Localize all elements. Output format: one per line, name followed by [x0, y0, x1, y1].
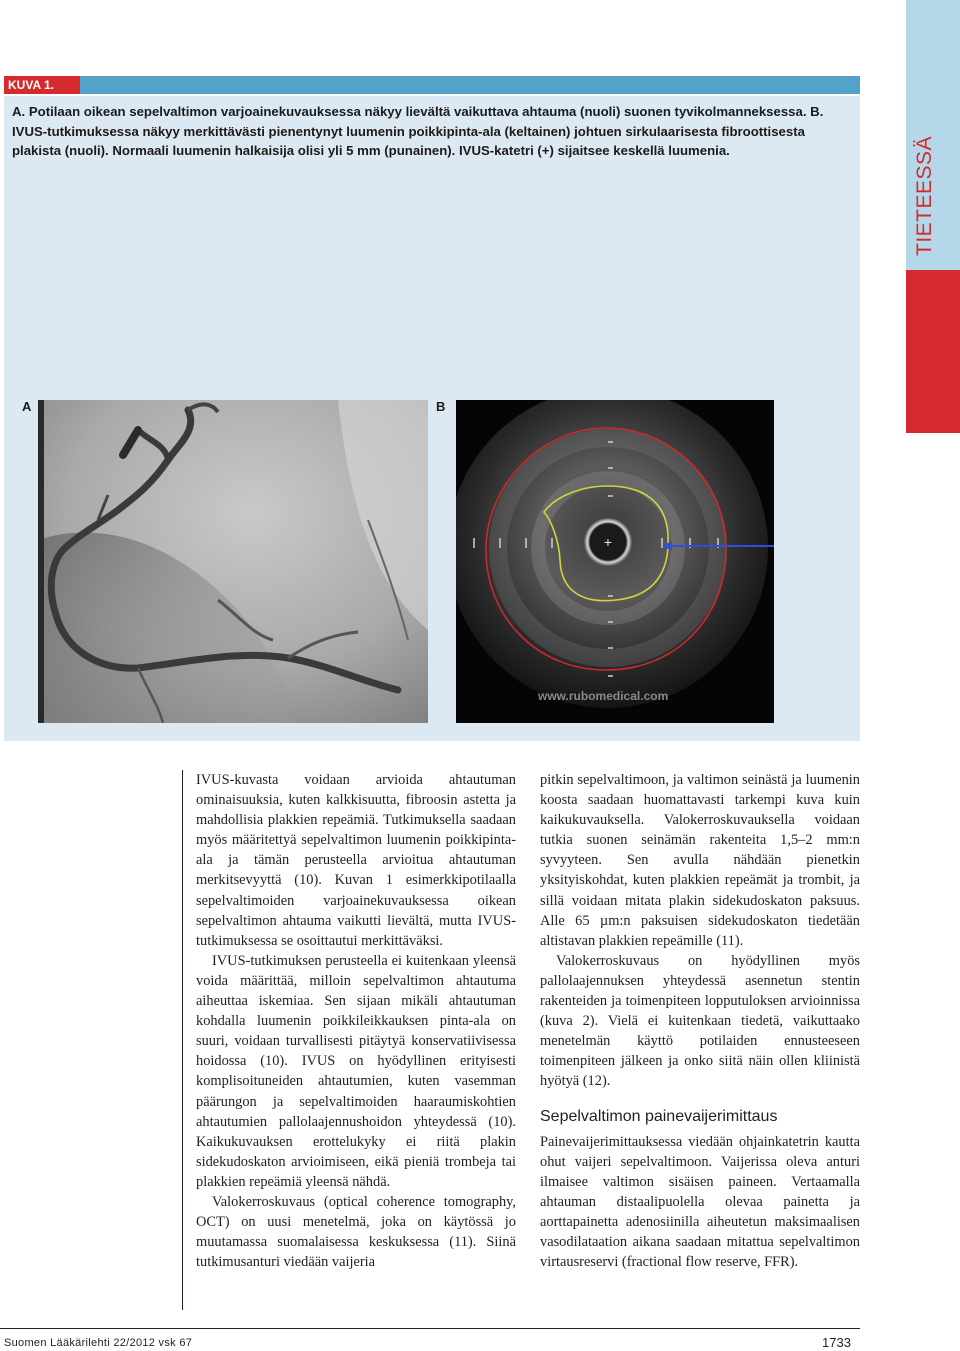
footer-rule	[0, 1328, 860, 1329]
column-rule	[182, 770, 183, 1310]
figure-box	[4, 96, 860, 741]
section-heading: Sepelvaltimon painevaijerimittaus	[540, 1107, 778, 1125]
figure-label: KUVA 1.	[4, 76, 80, 94]
paragraph: pitkin sepelvaltimoon, ja valtimon seinästä ja luumenin koosta saadaan huomattavasti tarkempi kuva kuin kaikukuvauksella. Valokerroskuvauksella voidaan tutkia suonen seinämän rakenteita 1,5–2 mm:n syvyyteen. Sen avulla nähdään pienetkin yksityiskohdat, kuten plakkien repeämät ja trombit, ja sillä voidaan mitata plakin sidekudoskaton paksuus. Alle 65 µm:n paksuisen sidekudoskaton tiedetään altistavan plakkien repeämille (11).	[540, 772, 860, 949]
section-tab-label	[905, 135, 945, 262]
ivus-watermark: www.rubomedical.com	[538, 689, 669, 703]
panel-b-label: B	[436, 399, 446, 414]
journal-name: Suomen Lääkärilehti 22/2012 vsk 67	[4, 1337, 193, 1349]
page-number: 1733	[822, 1335, 851, 1350]
paragraph: IVUS-kuvasta voidaan arvioida ahtautuman ominaisuuksia, kuten kalkkisuutta, fibroosin astetta ja mahdollisia plakkien repeämiä. Tutkimuksella saadaan myös määritettyä sepelvaltimon luumenin poikkipinta-ala ja tämän perusteella arvioitua ahtautuman merkitsevyyttä (10). Kuvan 1 esimerkkipotilaalla sepelvaltimoiden varjoainekuvauksessa oikean sepelvaltimon ahtauma vaikutti lievältä, mutta IVUS-tutkimuksessa se osoittautui merkittäväksi.	[196, 772, 516, 949]
section-tab-text: TIETEESSÄ	[913, 135, 936, 256]
figure-header	[4, 76, 860, 94]
left-column	[196, 770, 516, 1272]
figure-caption: A. Potilaan oikean sepelvaltimon varjoainekuvauksessa näkyy lievältä vaikuttava ahtauma (nuoli) suonen tyvikolmanneksessa. B. IVUS-tutkimuksessa näkyy merkittävästi pienentynyt luumenin poikkipinta-ala (keltainen) johtuen sirkulaarisesta fibroottisesta plakista (nuoli). Normaali luumenin halkaisija olisi yli 5 mm (punainen). IVUS-katetri (+) sijaitsee keskellä luumenia.	[12, 104, 824, 158]
paragraph: Painevaijerimittauksessa viedään ohjainkatetrin kautta ohut vaijeri sepelvaltimoon. Vaijerissa oleva anturi ilmaisee valtimon sisäisen paineen. Vertaamalla ahtauman distaalipuolella olevaa painetta ja aorttapainetta adenosiinilla aiheutetun maksimaalisen vasodilataation aikana saadaan mitattua sepelvaltimon virtausreservi (fractional flow reserve, FFR).	[540, 1133, 860, 1271]
ivus-image	[456, 400, 774, 723]
paragraph: Valokerroskuvaus (optical coherence tomography, OCT) on uusi menetelmä, joka on käytössä jo muutamassa suomalaisessa keskuksessa (11). Siinä tutkimusanturi viedään vaijeria	[196, 1193, 516, 1271]
angiography-image	[38, 400, 428, 723]
svg-text:+: +	[603, 534, 613, 550]
section-tab-accent	[906, 270, 960, 433]
paragraph: Valokerroskuvaus on hyödyllinen myös pallolaajennuksen yhteydessä asennetun stentin rakenteiden ja toimenpiteen lopputuloksen arvioinnissa (kuva 2). Vielä ei kuitenkaan tiedetä, vaikuttaako menetelmän käyttö potilaiden ennusteeseen toimenpiteen jälkeen ja onko siitä näin ollen kliinistä hyötyä (12).	[540, 952, 860, 1090]
panel-a-label: A	[22, 399, 32, 414]
paragraph: IVUS-tutkimuksen perusteella ei kuitenkaan yleensä voida määrittää, milloin sepelvaltimon ahtautuma aiheuttaa iskemiaa. Sen sijaan mikäli ahtautuman kohdalla luumenin poikkileikkauksen pinta-ala on suuri, voidaan turvallisesti pitäytyä konservatiivisessa hoidossa (10). IVUS on hyödyllinen erityisesti komplisoituneiden ahtautumien, kuten vasemman päärungon ja sepelvaltimoiden haaraumiskohtien ahtautumien pallolaajennushoidon yhteydessä (10). Kaikukuvauksen erottelukyky ei riitä plakin sidekudoskaton arvioimiseen, eikä pieniä trombeja tai plakkien repeämiä yleensä nähdä.	[196, 952, 516, 1190]
right-column	[540, 770, 860, 1272]
